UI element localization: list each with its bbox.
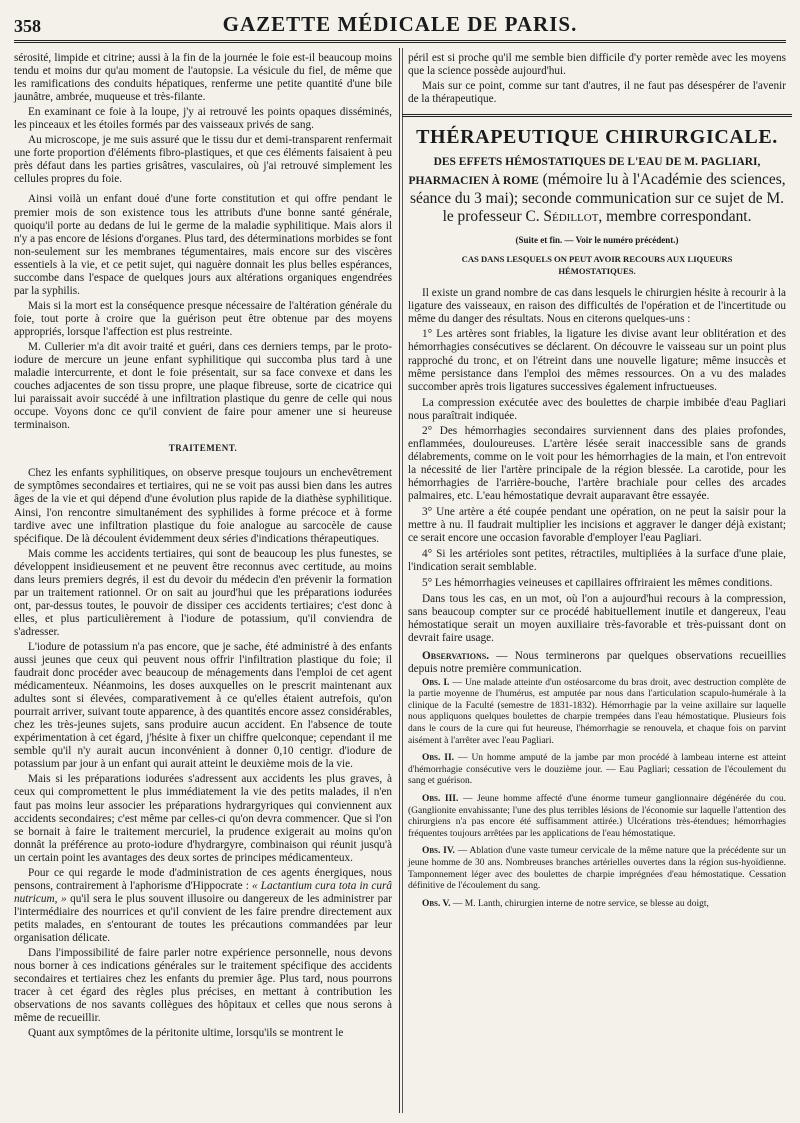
obs-text: — Une malade atteinte d'un ostéosarcome du bras droit, avec destruction complète de la partie moyenne de l'humérus, est amputée par nous dans l'articulation scapulo-humérale à la clinique de la Faculté (semestre de 1831-1832). Hémorrhagie par la veine axillaire sur laquelle nous appliquons quelques boulettes de charpie trempées dans l'eau hémostatique. Plusieurs fois dans le cours de la cure qui fut heureuse, l'hémorrhagie se renouvela, et chaque fois on parvint aisément à l'arrêter avec l'eau Pagliari. bbox=[408, 677, 786, 746]
obs-label: Obs. IV. bbox=[422, 846, 455, 857]
page-header bbox=[14, 12, 786, 43]
text-run: qu'il sera le plus souvent illusoire ou dangereux de les administrer par l'intermédiaire des nourrices et qu'il convient de les faire prendre directement aux petits malades, en s'entourant de toutes les précautions commandées par leur organisation délicate. bbox=[14, 892, 392, 944]
page-number: 358 bbox=[14, 16, 41, 36]
obs-text: — Jeune homme affecté d'une énorme tumeur ganglionnaire dégénérée du cou. (Ganglionite envahissante; l'une des plus terribles lésions de l'économie sur laquelle l'attention des chirurgiens n'a pas encore été suffisamment attirée.) Ulcérations très-étendues; hémorrhagies fréquentes toujours arrêtées par les applications de l'eau hémostatique. bbox=[408, 793, 787, 839]
latin-quote: « Lactantium cura tota in curâ nutricum, » bbox=[14, 879, 393, 905]
text-run: — Nous terminerons par quelques observations recueillies depuis notre première communication. bbox=[408, 649, 786, 675]
paragraph: péril est si proche qu'il me semble bien difficile d'y porter remède avec les moyens que la science possède aujourd'hui. bbox=[408, 52, 786, 78]
paragraph: Ainsi voilà un enfant doué d'une forte constitution et qui offre pendant le premier mois de son existence tous les attributs d'une bonne santé générale, quoiqu'il porte au dedans de lui le germe de la maladie syphilitique. Mais alors il n'y a pas encore de lésions d'organes. Plus tard, des déterminations morbides se font non-seulement sur les membranes tégumentaires, mais encore sur des viscères essentiels à la vie, et ce petit sujet, qui naguère donnait les plus belles espérances, succombe dans l'espace de quelques jours aux altérations organiques engendrées par la syphilis. bbox=[14, 193, 392, 297]
paragraph: L'iodure de potassium n'a pas encore, que je sache, été administré à des enfants aussi jeunes que ceux qui peuvent nous offrir l'infiltration plastique du foie; il faudrait donc procéder avec beaucoup de ménagements dans l'emploi de cet agent médicamenteux. Néanmoins, les doses auxquelles on le prescrit maintenant aux adultes sont si élevées, comparativement à ce qu'elles étaient autrefois, qu'on pourrait arriver, suivant toute apparence, à des quantités encore assez considérables, chez les très-jeunes sujets, sans produire aucun accident. En l'absence de toute expérimentation à cet égard, j'hésite à fixer un chiffre quelconque; cependant il me semble qu'il n'y aurait aucun inconvénient à donner 0,10 centigr. d'iodure de potassium par jour à un enfant qui aurait atteint le deuxième mois de la vie. bbox=[14, 640, 392, 771]
paragraph: sérosité, limpide et citrine; aussi à la fin de la journée le foie est-il beaucoup moins tendu et moins dur qu'au moment de l'autopsie. La vésicule du fiel, de même que les ramifications des conduits hépatiques, renferme une petite quantité d'une bile jaunâtre, ambrée, muqueuse et très-filante. bbox=[14, 52, 392, 104]
paragraph: Mais comme les accidents tertiaires, qui sont de beaucoup les plus funestes, se développent insidieusement et ne peuvent être reconnus avec certitude, au moins dans leurs premiers degrés, il est du devoir du médecin d'en prévenir la formation par un traitement rationnel. Or on sait au jourd'hui que les préparations iodurées ont, par-dessus toutes, le pouvoir de dissiper ces accidents tertiaires; c'est donc à elles, et plus particulièrement à l'iodure de potassium, qu'il conviendra de s'adresser. bbox=[14, 547, 392, 638]
paragraph: La compression exécutée avec des boulettes de charpie imbibée d'eau Pagliari nous paraîtrait indiquée. bbox=[408, 396, 786, 422]
paragraph: Mais sur ce point, comme sur tant d'autres, il ne faut pas désespérer de l'avenir de la thérapeutique. bbox=[408, 80, 786, 106]
observation bbox=[408, 753, 786, 788]
observation bbox=[408, 846, 786, 892]
observation bbox=[408, 678, 786, 748]
left-column bbox=[14, 52, 392, 1042]
author-name: C. Sédillot bbox=[525, 208, 599, 226]
text-run: Pour ce qui regarde le mode d'administration de ces agents énergiques, nous pensons, contrairement à l'aphorisme d'Hippocrate : bbox=[14, 866, 392, 892]
paragraph: Au microscope, je me suis assuré que le tissu dur et demi-transparent renfermait une forte proportion d'éléments fibro-plastiques, et que ces éléments faisaient à peu près défaut dans les parties grisâtres, vasculaires, où j'ai retrouvé simplement les cellules propres du foie. bbox=[14, 134, 392, 186]
list-item: 4° Si les artérioles sont petites, rétractiles, multipliées à la surface d'une plaie, l'indication serait semblable. bbox=[408, 548, 786, 574]
paragraph: M. Cullerier m'a dit avoir traité et guéri, dans ces derniers temps, par le proto-iodure de mercure un jeune enfant syphilitique qui succomba plus tard à une maladie intercurrente, et dont le foie présentait, sur sa face convexe et dans les couches adjacentes de son tissu propre, une plaque fibreuse, sorte de cicatrice qui lui paraissait avoir succédé à une infiltration plastique du genre de celle qui nous occupe. Voyons donc ce qu'il convient de faire pour amener une si heureuse terminaison. bbox=[14, 340, 392, 432]
paragraph: Mais si la mort est la conséquence presque nécessaire de l'altération générale du foie, tout porte à croire que la guérison peut être obtenue par des moyens appropriés, lorsque l'affection est plus restreinte. bbox=[14, 299, 392, 338]
list-item: 1° Les artères sont friables, la ligature les divise avant leur oblitération et des hémorrhagies consécutives se déclarent. On découvre le vaisseau sur un point plus rapproché du tronc, et on l'étreint dans une nouvelle ligature; même insuccès et même persistance dans l'emploi des mêmes ressources. On a vu des malades succomber après trois ligatures successives également infructueuses. bbox=[408, 328, 786, 393]
paragraph: Quant aux symptômes de la péritonite ultime, lorsqu'ils se montrent le bbox=[28, 1027, 344, 1040]
right-column bbox=[408, 52, 786, 916]
obs-text: — Ablation d'une vaste tumeur cervicale de la même nature que la précédente sur un jeune homme de 30 ans. Nombreuses branches artérielles ouvertes dans la région sus-hyoïdienne. Tamponnement léger avec des boulettes de charpie imprégnées d'eau hémostatique. Cessation définitive de l'écoulement du sang. bbox=[408, 846, 786, 892]
paragraph: Dans tous les cas, en un mot, où l'on a aujourd'hui recours à la compression, sans beaucoup compter sur ce procédé habituellement inutile et dangereux, l'eau hémostatique serait un moyen auxiliaire très-favorable et très-puissant dont on devrait faire usage. bbox=[408, 593, 786, 645]
observation bbox=[408, 794, 786, 840]
continuation-note: (Suite et fin. — Voir le numéro précédent.) bbox=[515, 235, 679, 246]
list-item: 3° Une artère a été coupée pendant une opération, on ne peut la saisir pour la mettre à nu. Il faudrait multiplier les incisions et aggraver le danger déjà existant; ce serait encore une occasion favorable d'employer l'eau Pagliari. bbox=[408, 506, 786, 545]
paragraph bbox=[14, 867, 392, 945]
paragraph: Dans l'impossibilité de faire parler notre expérience personnelle, nous devons nous borner à ces indications générales sur le traitement spécifique des accidents secondaires et tertiaires chez les enfants du premier âge. Plus tard, nous pourrons tracer à cet égard des règles plus précises, en mettant à contribution les observations de nos savants collègues des hôpitaux et celles que nous serons à même de recueillir. bbox=[14, 947, 392, 1025]
paragraph: Mais si les préparations iodurées s'adressent aux accidents les plus graves, à ceux qui compromettent le plus immédiatement la vie des petits malades, il n'en faut pas moins leur associer les préparations hydrargyriques qui conviennent aux accidents secondaires; c'est même par celles-ci qu'on devra commencer. Que si l'on se bornait à faire le traitement mercuriel, la prudence exigerait au moins qu'on donnât la préférence au proto-iodure d'hydrargyre, combinaison qui réunit jusqu'à un certain point les avantages des deux sortes de principes médicamenteux. bbox=[14, 773, 392, 864]
obs-label: Obs. I. bbox=[422, 677, 450, 688]
subtitle-caps: DES EFFETS HÉMOSTATIQUES DE L'EAU DE M. PAGLIARI, PHARMACIEN À ROME bbox=[408, 156, 761, 188]
journal-title: GAZETTE MÉDICALE DE PARIS. bbox=[222, 12, 578, 36]
obs-label: Obs. III. bbox=[422, 793, 459, 804]
article-subtitle bbox=[408, 152, 786, 226]
paragraph: Il existe un grand nombre de cas dans lesquels le chirurgien hésite à recourir à la ligature des vaisseaux, en raison des difficultés de l'opération et de l'incertitude ou même du danger des résultats. Nous en citerons quelques-uns : bbox=[408, 287, 786, 326]
paragraph: En examinant ce foie à la loupe, j'y ai retrouvé les points opaques disséminés, les pinceaux et les étoiles formés par des vaisseaux privés de sang. bbox=[14, 106, 392, 132]
obs-text: — Un homme amputé de la jambe par mon procédé à lambeau interne est atteint d'hémorrhagie consécutive vers le douzième jour. — Eau Pagliari; cessation de l'écoulement du sang et guérison. bbox=[408, 753, 786, 787]
article-title: THÉRAPEUTIQUE CHIRURGICALE. bbox=[416, 126, 778, 149]
paragraph bbox=[408, 650, 786, 676]
obs-label: Obs. II. bbox=[422, 753, 455, 764]
list-item: 2° Des hémorrhagies secondaires surviennent dans des plaies profondes, enflammées, douloureuses. L'artère lésée serait inaccessible sans de grands délabrements, comme on le voit pour les hémorrhagies de la main, et l'on entrevoit la nécessité de lier l'artère principale de la région blessée. La carotide, pour les hémorrhagies de l'arrière-bouche, l'artère brachiale pour celles des arcades palmaires, etc. L'eau hémostatique devrait auparavant être essayée. bbox=[408, 424, 786, 502]
paragraph: Chez les enfants syphilitiques, on observe presque toujours un enchevêtrement de symptômes secondaires et tertiaires, qui ne se voit pas aussi bien dans les autres âges de la vie et qui dépend d'une évolution plus rapide de la diathèse syphilitique. Ainsi, l'on rencontre simultanément des syphilides à forme précoce et à forme tardive avec une infiltration plastique du foie analogue au sarcocèle de cause spécifique. De là découlent évidemment deux séries d'indications thérapeutiques. bbox=[14, 467, 392, 545]
subtitle-text: (mémoire lu à l'Académie des sciences, séance du 3 mai); seconde communication sur ce sujet de M. le professeur bbox=[410, 171, 786, 226]
subtitle-end: , membre correspondant. bbox=[598, 208, 752, 226]
list-item: 5° Les hémorrhagies veineuses et capillaires offriraient les mêmes conditions. bbox=[422, 577, 773, 590]
section-heading: TRAITEMENT. bbox=[168, 443, 238, 454]
observations-label: Observations. bbox=[422, 649, 490, 662]
obs-label: Obs. V. bbox=[422, 898, 451, 909]
subsection-heading: CAS DANS LESQUELS ON PEUT AVOIR RECOURS AUX LIQUEURS HÉMOSTATIQUES. bbox=[461, 254, 733, 277]
section-rule bbox=[402, 114, 792, 117]
observation bbox=[408, 899, 786, 911]
column-divider bbox=[399, 48, 400, 1113]
column-divider-inner bbox=[402, 48, 403, 1113]
obs-text: — M. Lanth, chirurgien interne de notre service, se blesse au doigt, bbox=[450, 898, 709, 909]
